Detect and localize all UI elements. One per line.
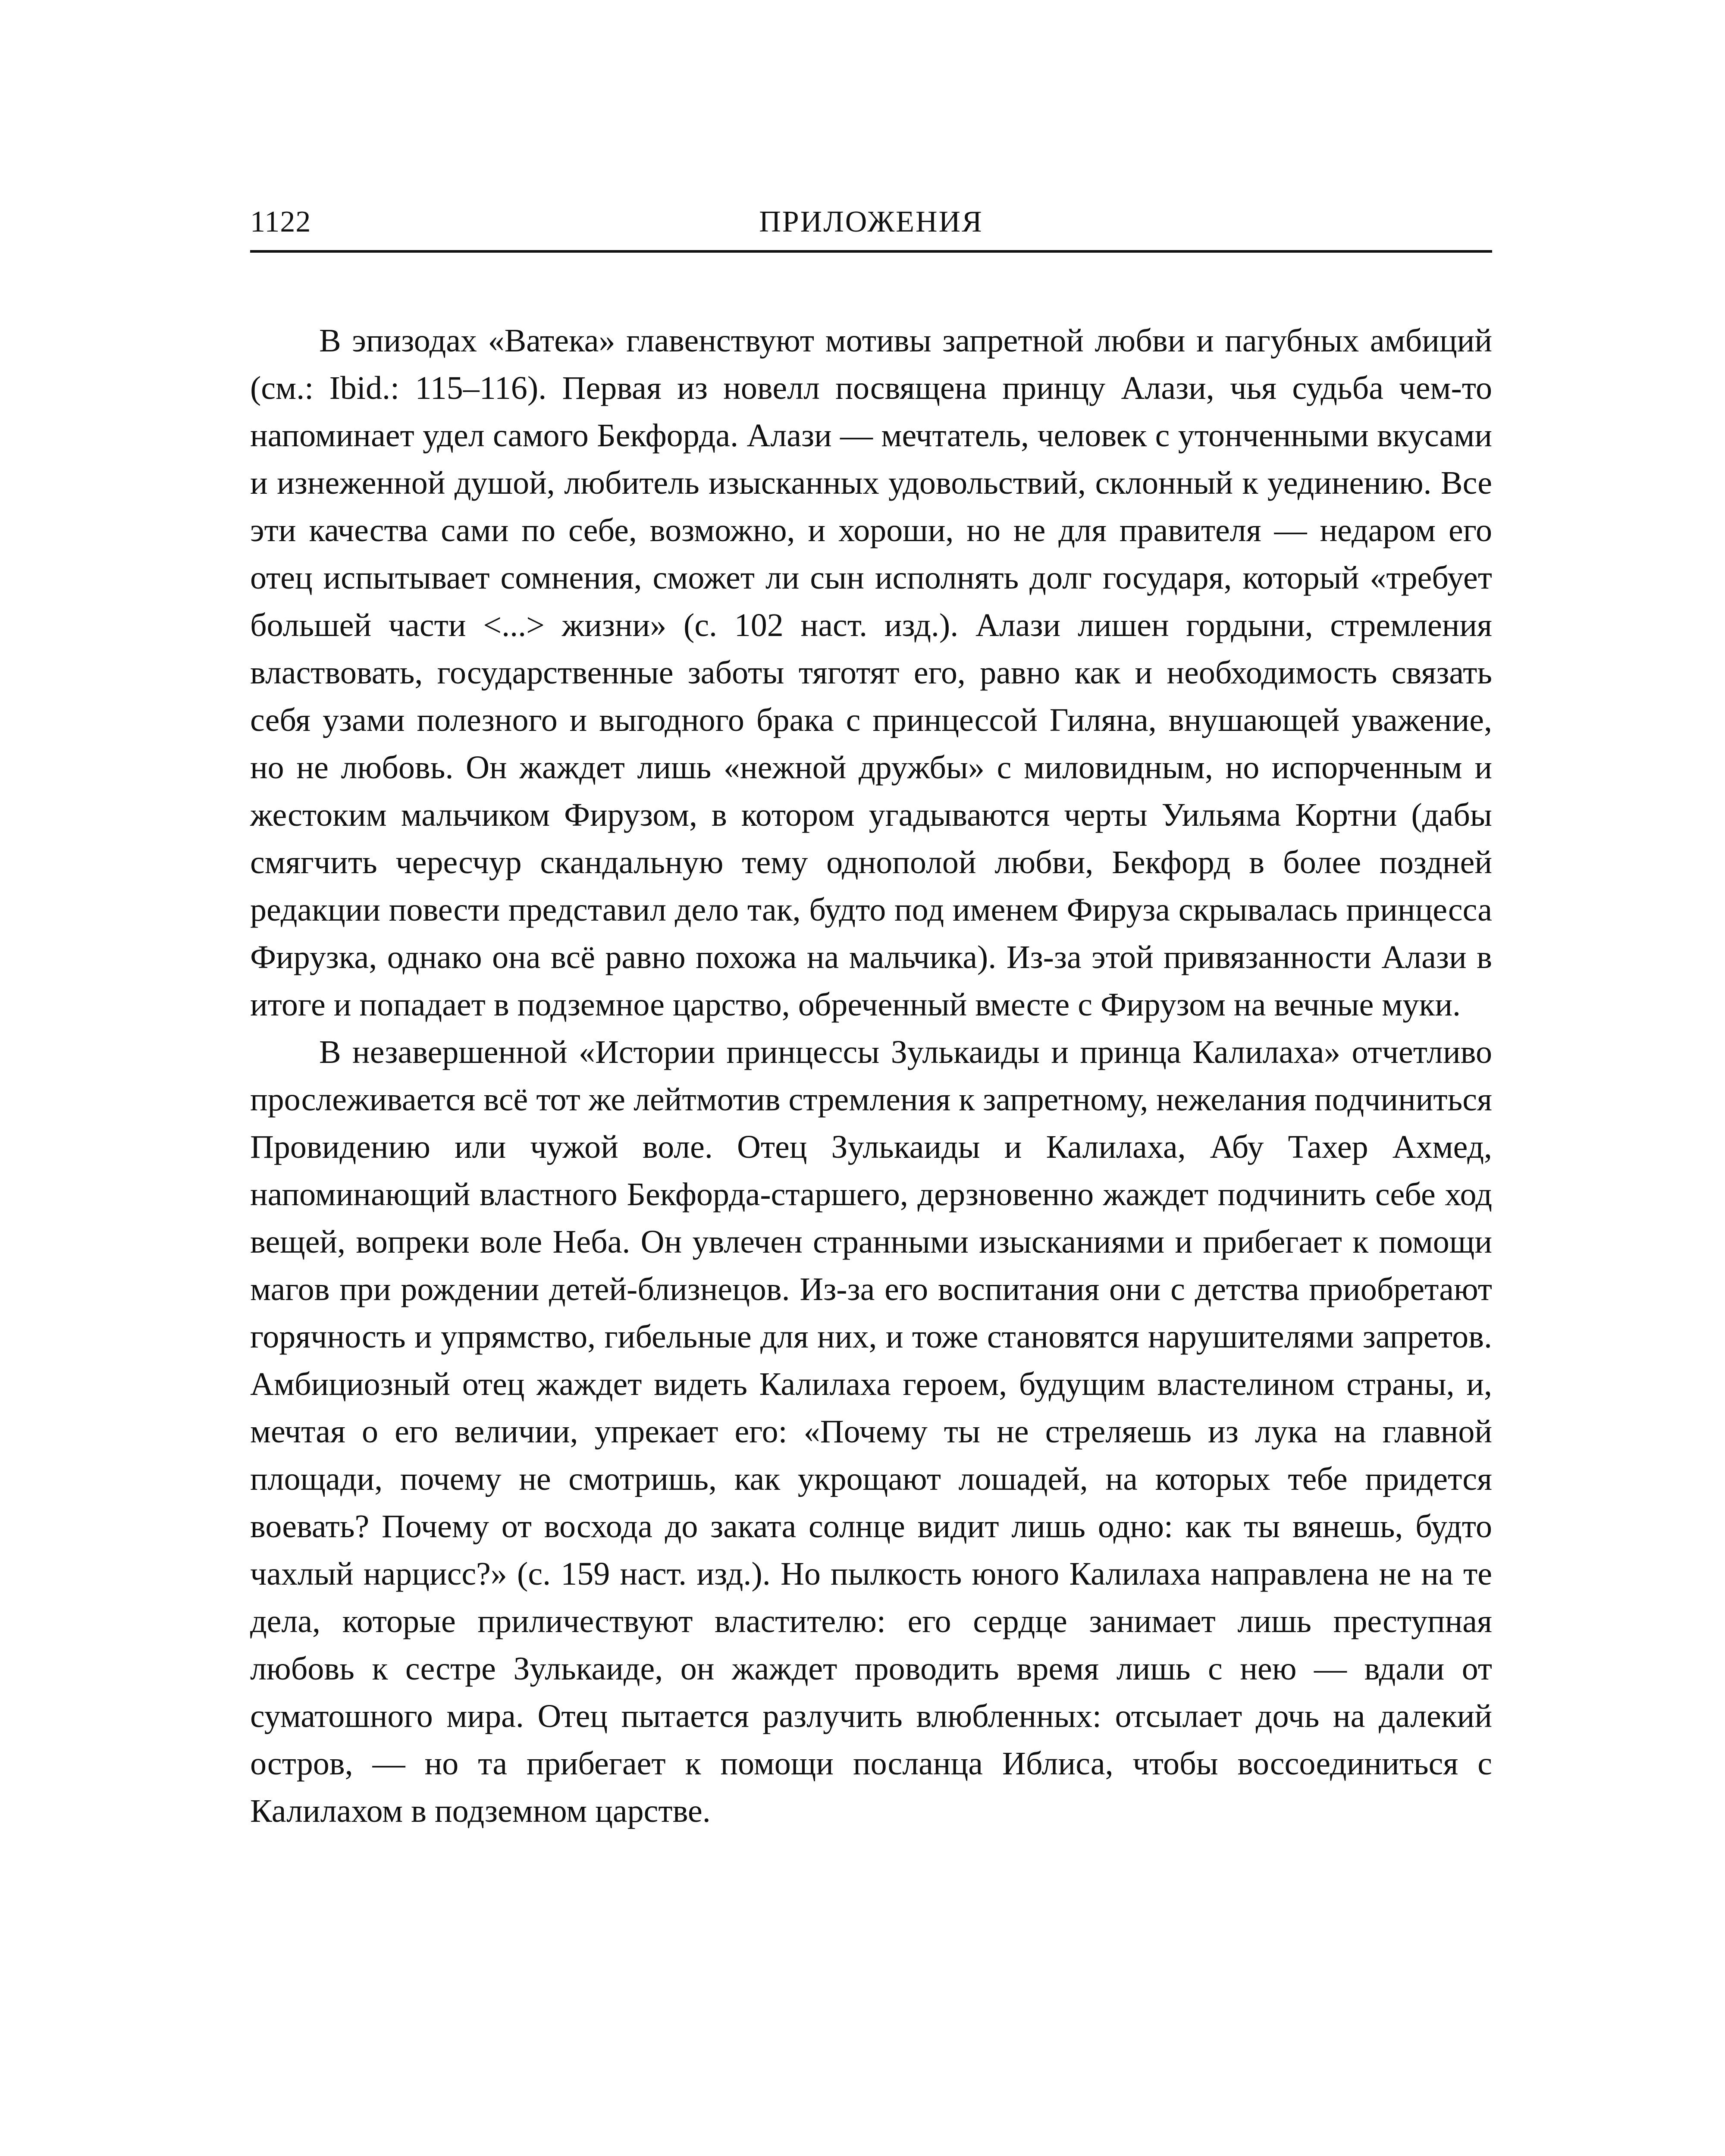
paragraph: В незавершенной «Истории принцессы Зулькаиды и принца Калилаха» отчетливо прослеживается всё тот же лейтмотив стремления к запретному, нежелания подчиниться Провидению или чужой воле. Отец Зулькаиды и Калилаха, Абу Тахер Ахмед, напоминающий властного Бекфорда-старшего, дерзновенно жаждет подчинить себе ход вещей, вопреки воле Неба. Он увлечен странными изысканиями и прибегает к помощи магов при рождении детей-близнецов. Из-за его воспитания они с детства приобретают горячность и упрямство, гибельные для них, и тоже становятся нарушителями запретов. Амбициозный отец жаждет видеть Калилаха героем, будущим властелином страны, и, мечтая о его величии, упрекает его: «Почему ты не стреляешь из лука на главной площади, почему не смотришь, как укрощают лошадей, на которых тебе придется воевать? Почему от восхода до заката солнце видит лишь одно: как ты вянешь, будто чахлый нарцисс?» (с. 159 наст. изд.). Но пылкость юного Калилаха направлена не на те дела, которые приличествуют властителю: его сердце занимает лишь преступная любовь к сестре Зулькаиде, он жаждет проводить время лишь с нею — вдали от суматошного мира. Отец пытается разлучить влюбленных: отсылает дочь на далекий остров, — но та прибегает к помощи посланца Иблиса, чтобы воссоединиться с Калилахом в подземном царстве. (250, 1034, 1492, 1829)
page-number: 1122 (250, 205, 311, 238)
paragraph: В эпизодах «Ватека» главенствуют мотивы запретной любви и пагубных амбиций (см.: Ibid.: 115–116). Первая из новелл посвящена принцу Алази, чья судьба чем-то напоминает удел самого Бекфорда. Алази — мечтатель, человек с утонченными вкусами и изнеженной душой, любитель изысканных удовольствий, склонный к уединению. Все эти качества сами по себе, возможно, и хороши, но не для правителя — недаром его отец испытывает сомнения, сможет ли сын исполнять долг государя, который «требует большей части <...> жизни» (с. 102 наст. изд.). Алази лишен гордыни, стремления властвовать, государственные заботы тяготят его, равно как и необходимость связать себя узами полезного и выгодного брака с принцессой Гиляна, внушающей уважение, но не любовь. Он жаждет лишь «нежной дружбы» с миловидным, но испорченным и жестоким мальчиком Фирузом, в котором угадываются черты Уильяма Кортни (дабы смягчить чересчур скандальную тему однополой любви, Бекфорд в более поздней редакции повести представил дело так, будто под именем Фируза скрывалась принцесса Фирузка, однако она всё равно похожа на мальчика). Из-за этой привязанности Алази в итоге и попадает в подземное царство, обреченный вместе с Фирузом на вечные муки. (250, 323, 1492, 1023)
running-head (250, 203, 1492, 241)
section-title: ПРИЛОЖЕНИЯ (759, 205, 983, 238)
body-text (250, 317, 1492, 1835)
header-rule (250, 250, 1492, 253)
